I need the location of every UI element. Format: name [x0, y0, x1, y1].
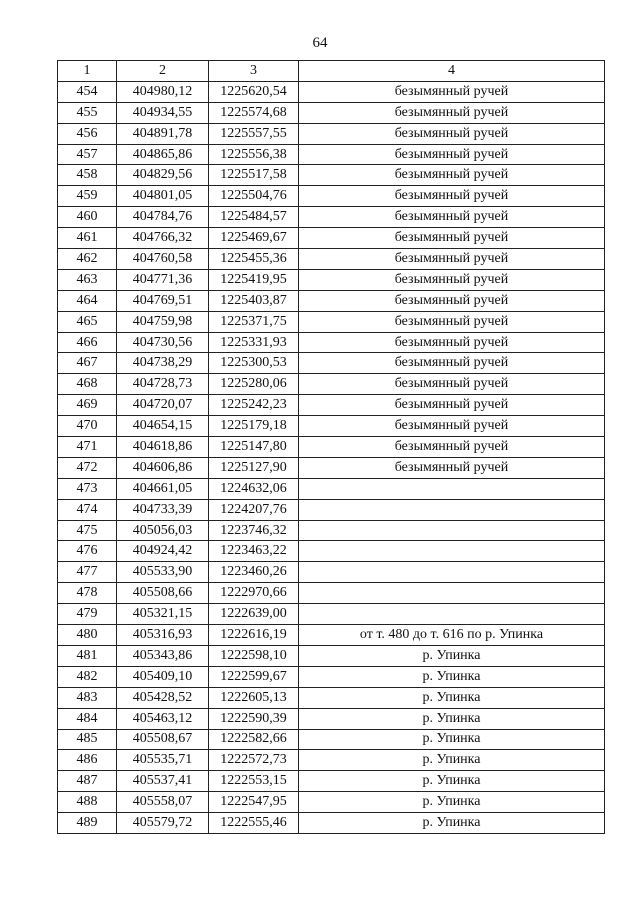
- coordinate-x-cell: 405321,15: [117, 604, 209, 625]
- table-row: [58, 771, 605, 792]
- coordinate-y-cell: 1225300,53: [209, 353, 299, 374]
- table-row: [58, 228, 605, 249]
- description-cell: р. Упинка: [299, 666, 605, 687]
- table-row: [58, 499, 605, 520]
- table-row: [58, 353, 605, 374]
- table-row: [58, 583, 605, 604]
- description-cell: [299, 499, 605, 520]
- table-row: [58, 249, 605, 270]
- coordinate-y-cell: 1222599,67: [209, 666, 299, 687]
- description-cell: [299, 604, 605, 625]
- description-cell: безымянный ручей: [299, 123, 605, 144]
- table-header-row: [58, 61, 605, 82]
- coordinate-y-cell: 1225147,80: [209, 437, 299, 458]
- coordinate-y-cell: 1222639,00: [209, 604, 299, 625]
- table-row: [58, 708, 605, 729]
- description-cell: [299, 583, 605, 604]
- table-row: [58, 186, 605, 207]
- description-cell: безымянный ручей: [299, 353, 605, 374]
- description-cell: [299, 478, 605, 499]
- header-coordinate-x: 2: [117, 61, 209, 82]
- coordinate-y-cell: 1225280,06: [209, 374, 299, 395]
- table-row: [58, 813, 605, 834]
- coordinate-x-cell: 405508,66: [117, 583, 209, 604]
- table-row: [58, 478, 605, 499]
- description-cell: [299, 562, 605, 583]
- coordinate-y-cell: 1222590,39: [209, 708, 299, 729]
- coordinate-x-cell: 404801,05: [117, 186, 209, 207]
- point-number-cell: 462: [58, 249, 117, 270]
- coordinate-y-cell: 1224632,06: [209, 478, 299, 499]
- table-row: [58, 311, 605, 332]
- coordinate-x-cell: 405343,86: [117, 645, 209, 666]
- coordinate-x-cell: 404720,07: [117, 395, 209, 416]
- coordinate-y-cell: 1225504,76: [209, 186, 299, 207]
- table-row: [58, 416, 605, 437]
- description-cell: безымянный ручей: [299, 165, 605, 186]
- coordinate-x-cell: 405533,90: [117, 562, 209, 583]
- coordinate-x-cell: 404771,36: [117, 269, 209, 290]
- table-row: [58, 520, 605, 541]
- point-number-cell: 474: [58, 499, 117, 520]
- point-number-cell: 456: [58, 123, 117, 144]
- coordinate-y-cell: 1225556,38: [209, 144, 299, 165]
- description-cell: безымянный ручей: [299, 290, 605, 311]
- table-row: [58, 269, 605, 290]
- description-cell: р. Упинка: [299, 750, 605, 771]
- table-row: [58, 666, 605, 687]
- point-number-cell: 466: [58, 332, 117, 353]
- page-number: 64: [312, 35, 328, 51]
- table-row: [58, 395, 605, 416]
- coordinate-x-cell: 405409,10: [117, 666, 209, 687]
- point-number-cell: 472: [58, 457, 117, 478]
- coordinate-x-cell: 404733,39: [117, 499, 209, 520]
- point-number-cell: 485: [58, 729, 117, 750]
- coordinate-y-cell: 1225469,67: [209, 228, 299, 249]
- coordinate-y-cell: 1225371,75: [209, 311, 299, 332]
- point-number-cell: 483: [58, 687, 117, 708]
- table-row: [58, 290, 605, 311]
- coordinate-x-cell: 404760,58: [117, 249, 209, 270]
- table-row: [58, 374, 605, 395]
- coordinate-x-cell: 404865,86: [117, 144, 209, 165]
- description-cell: безымянный ручей: [299, 374, 605, 395]
- coordinate-y-cell: 1222598,10: [209, 645, 299, 666]
- point-number-cell: 455: [58, 102, 117, 123]
- point-number-cell: 482: [58, 666, 117, 687]
- table-row: [58, 687, 605, 708]
- header-description: 4: [299, 61, 605, 82]
- description-cell: безымянный ручей: [299, 269, 605, 290]
- point-number-cell: 467: [58, 353, 117, 374]
- coordinate-y-cell: 1223460,26: [209, 562, 299, 583]
- coordinates-table: [57, 60, 605, 834]
- coordinate-x-cell: 405056,03: [117, 520, 209, 541]
- coordinate-x-cell: 405428,52: [117, 687, 209, 708]
- description-cell: безымянный ручей: [299, 416, 605, 437]
- description-cell: безымянный ручей: [299, 437, 605, 458]
- description-cell: безымянный ручей: [299, 186, 605, 207]
- header-coordinate-y: 3: [209, 61, 299, 82]
- point-number-cell: 479: [58, 604, 117, 625]
- coordinate-x-cell: 405535,71: [117, 750, 209, 771]
- coordinate-x-cell: 404934,55: [117, 102, 209, 123]
- coordinate-y-cell: 1225484,57: [209, 207, 299, 228]
- coordinate-y-cell: 1225242,23: [209, 395, 299, 416]
- coordinate-x-cell: 404924,42: [117, 541, 209, 562]
- description-cell: безымянный ручей: [299, 207, 605, 228]
- coordinate-x-cell: 404654,15: [117, 416, 209, 437]
- point-number-cell: 468: [58, 374, 117, 395]
- coordinate-x-cell: 404784,76: [117, 207, 209, 228]
- description-cell: [299, 520, 605, 541]
- point-number-cell: 464: [58, 290, 117, 311]
- coordinate-y-cell: 1222553,15: [209, 771, 299, 792]
- description-cell: безымянный ручей: [299, 81, 605, 102]
- point-number-cell: 489: [58, 813, 117, 834]
- coordinate-x-cell: 404766,32: [117, 228, 209, 249]
- table-row: [58, 165, 605, 186]
- point-number-cell: 481: [58, 645, 117, 666]
- coordinate-y-cell: 1225557,55: [209, 123, 299, 144]
- coordinate-x-cell: 404728,73: [117, 374, 209, 395]
- coordinate-x-cell: 405508,67: [117, 729, 209, 750]
- coordinate-x-cell: 404759,98: [117, 311, 209, 332]
- coordinate-x-cell: 405579,72: [117, 813, 209, 834]
- coordinate-x-cell: 404606,86: [117, 457, 209, 478]
- point-number-cell: 486: [58, 750, 117, 771]
- coordinate-y-cell: 1223463,22: [209, 541, 299, 562]
- coordinate-y-cell: 1225419,95: [209, 269, 299, 290]
- coordinate-x-cell: 404769,51: [117, 290, 209, 311]
- description-cell: от т. 480 до т. 616 по р. Упинка: [299, 625, 605, 646]
- point-number-cell: 473: [58, 478, 117, 499]
- point-number-cell: 471: [58, 437, 117, 458]
- point-number-cell: 469: [58, 395, 117, 416]
- coordinate-y-cell: 1225331,93: [209, 332, 299, 353]
- coordinate-y-cell: 1222970,66: [209, 583, 299, 604]
- description-cell: р. Упинка: [299, 687, 605, 708]
- coordinate-x-cell: 405463,12: [117, 708, 209, 729]
- table-row: [58, 625, 605, 646]
- description-cell: р. Упинка: [299, 729, 605, 750]
- coordinate-x-cell: 404891,78: [117, 123, 209, 144]
- description-cell: безымянный ручей: [299, 457, 605, 478]
- table-row: [58, 541, 605, 562]
- point-number-cell: 470: [58, 416, 117, 437]
- point-number-cell: 487: [58, 771, 117, 792]
- description-cell: безымянный ручей: [299, 228, 605, 249]
- header-point-number: 1: [58, 61, 117, 82]
- coordinate-y-cell: 1222605,13: [209, 687, 299, 708]
- table-row: [58, 332, 605, 353]
- coordinate-y-cell: 1225620,54: [209, 81, 299, 102]
- table-row: [58, 123, 605, 144]
- table-row: [58, 562, 605, 583]
- point-number-cell: 457: [58, 144, 117, 165]
- coordinate-y-cell: 1222555,46: [209, 813, 299, 834]
- table-row: [58, 604, 605, 625]
- coordinate-y-cell: 1225517,58: [209, 165, 299, 186]
- table-row: [58, 437, 605, 458]
- coordinate-x-cell: 404618,86: [117, 437, 209, 458]
- coordinate-x-cell: 404661,05: [117, 478, 209, 499]
- coordinate-y-cell: 1223746,32: [209, 520, 299, 541]
- point-number-cell: 460: [58, 207, 117, 228]
- description-cell: безымянный ручей: [299, 395, 605, 416]
- table-row: [58, 645, 605, 666]
- point-number-cell: 478: [58, 583, 117, 604]
- point-number-cell: 476: [58, 541, 117, 562]
- coordinate-y-cell: 1222616,19: [209, 625, 299, 646]
- description-cell: безымянный ручей: [299, 332, 605, 353]
- table-body: [58, 81, 605, 833]
- coordinate-x-cell: 404730,56: [117, 332, 209, 353]
- description-cell: р. Упинка: [299, 792, 605, 813]
- coordinate-y-cell: 1222547,95: [209, 792, 299, 813]
- coordinate-y-cell: 1224207,76: [209, 499, 299, 520]
- coordinate-x-cell: 404829,56: [117, 165, 209, 186]
- description-cell: безымянный ручей: [299, 311, 605, 332]
- description-cell: безымянный ручей: [299, 249, 605, 270]
- point-number-cell: 461: [58, 228, 117, 249]
- point-number-cell: 465: [58, 311, 117, 332]
- point-number-cell: 484: [58, 708, 117, 729]
- description-cell: безымянный ручей: [299, 102, 605, 123]
- coordinate-x-cell: 405316,93: [117, 625, 209, 646]
- description-cell: р. Упинка: [299, 708, 605, 729]
- point-number-cell: 477: [58, 562, 117, 583]
- point-number-cell: 480: [58, 625, 117, 646]
- coordinate-x-cell: 405537,41: [117, 771, 209, 792]
- point-number-cell: 488: [58, 792, 117, 813]
- table-row: [58, 457, 605, 478]
- table-row: [58, 729, 605, 750]
- description-cell: безымянный ручей: [299, 144, 605, 165]
- table-row: [58, 750, 605, 771]
- coordinate-y-cell: 1225179,18: [209, 416, 299, 437]
- point-number-cell: 458: [58, 165, 117, 186]
- table-row: [58, 102, 605, 123]
- table-row: [58, 81, 605, 102]
- point-number-cell: 463: [58, 269, 117, 290]
- coordinate-x-cell: 404738,29: [117, 353, 209, 374]
- coordinate-y-cell: 1222582,66: [209, 729, 299, 750]
- table-row: [58, 207, 605, 228]
- coordinate-y-cell: 1225455,36: [209, 249, 299, 270]
- table-row: [58, 792, 605, 813]
- coordinate-y-cell: 1222572,73: [209, 750, 299, 771]
- table-row: [58, 144, 605, 165]
- description-cell: р. Упинка: [299, 645, 605, 666]
- point-number-cell: 475: [58, 520, 117, 541]
- coordinate-y-cell: 1225403,87: [209, 290, 299, 311]
- point-number-cell: 459: [58, 186, 117, 207]
- coordinate-y-cell: 1225574,68: [209, 102, 299, 123]
- description-cell: р. Упинка: [299, 813, 605, 834]
- description-cell: р. Упинка: [299, 771, 605, 792]
- description-cell: [299, 541, 605, 562]
- coordinate-x-cell: 405558,07: [117, 792, 209, 813]
- point-number-cell: 454: [58, 81, 117, 102]
- coordinate-x-cell: 404980,12: [117, 81, 209, 102]
- coordinate-y-cell: 1225127,90: [209, 457, 299, 478]
